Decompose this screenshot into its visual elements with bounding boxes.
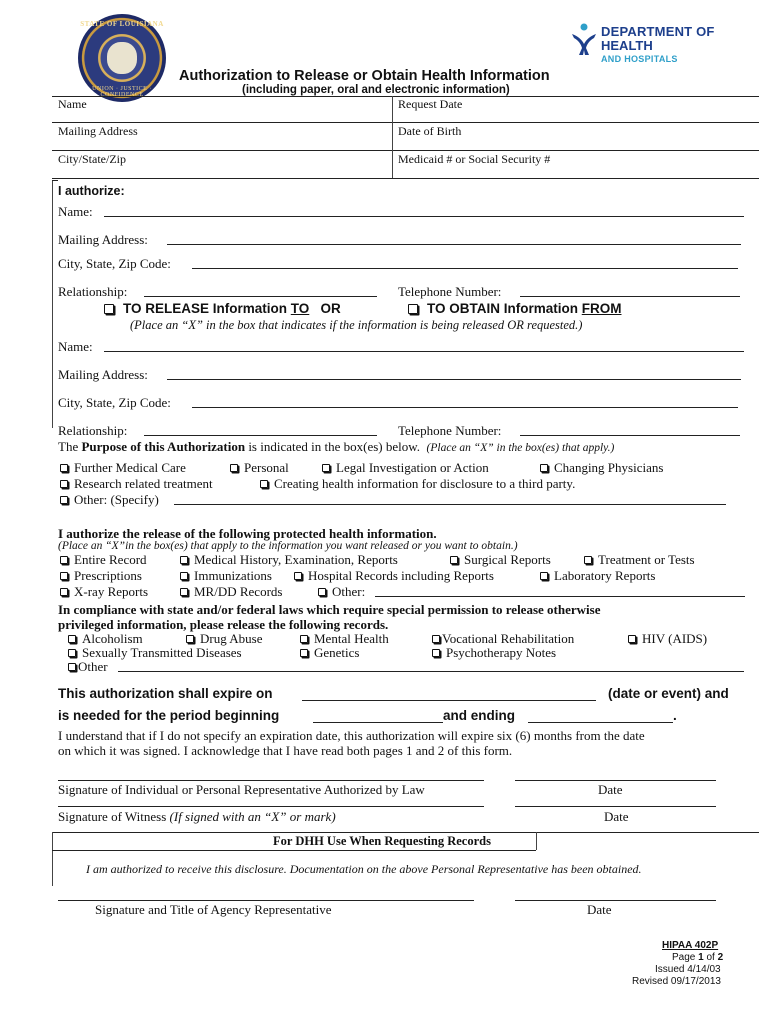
expire-label: This authorization shall expire on [58, 686, 273, 701]
party1-name-input[interactable] [104, 216, 744, 217]
witness-date-line[interactable] [515, 806, 716, 807]
dob-field[interactable]: Date of Birth [398, 124, 462, 138]
party2-mailing-input[interactable] [167, 379, 741, 380]
authorize-section-border [52, 180, 53, 428]
party2-relationship-input[interactable] [144, 435, 377, 436]
checkbox[interactable] [294, 572, 302, 580]
purpose-legal[interactable]: Legal Investigation or Action [322, 460, 489, 476]
purpose-further-care[interactable]: Further Medical Care [60, 460, 186, 476]
checkbox[interactable] [628, 635, 636, 643]
party1-mailing-label: Mailing Address: [58, 232, 148, 247]
checkbox[interactable] [180, 572, 188, 580]
page-subtitle: (including paper, oral and electronic information) [242, 84, 510, 96]
period-end-period: . [673, 708, 677, 723]
logo-line-1: DEPARTMENT OF [601, 24, 715, 39]
obtain-checkbox[interactable] [408, 304, 418, 314]
signature-line[interactable] [58, 780, 484, 781]
phi-other-input[interactable] [375, 596, 745, 597]
period-end-input[interactable] [528, 722, 673, 723]
mailing-address-field[interactable]: Mailing Address [58, 124, 138, 138]
understand-line-1: I understand that if I do not specify an expiration date, this authorization will expire six (6) months from the date [58, 728, 645, 743]
phi-mrdd-records[interactable]: MR/DD Records [180, 584, 282, 600]
phi-immunizations[interactable]: Immunizations [180, 568, 272, 584]
checkbox[interactable] [60, 572, 68, 580]
page-title: Authorization to Release or Obtain Health Information [179, 68, 550, 84]
purpose-lead: The Purpose of this Authorization is indicated in the box(es) below. (Place an “X” in the box(es) that apply.) [58, 439, 615, 454]
agency-date-line[interactable] [515, 900, 716, 901]
special-vocational-rehab[interactable]: Vocational Rehabilitation [432, 631, 574, 647]
pelican-emblem-icon [107, 42, 137, 74]
special-psychotherapy[interactable]: Psychotherapy Notes [432, 645, 556, 661]
checkbox[interactable] [60, 464, 68, 472]
expire-post-label: (date or event) and [608, 686, 729, 701]
understand-line-2: on which it was signed. I acknowledge that I have read both pages 1 and 2 of this form. [58, 743, 513, 758]
authorize-section-border [52, 180, 58, 181]
seal-top-text: STATE OF LOUISIANA [80, 20, 164, 28]
expire-date-input[interactable] [302, 700, 596, 701]
checkbox[interactable] [68, 649, 76, 657]
special-hiv[interactable]: HIV (AIDS) [628, 631, 707, 647]
phi-medical-history[interactable]: Medical History, Examination, Reports [180, 552, 398, 568]
party1-telephone-input[interactable] [520, 296, 740, 297]
phi-prescriptions[interactable]: Prescriptions [60, 568, 142, 584]
party2-name-input[interactable] [104, 351, 744, 352]
checkbox[interactable] [540, 572, 548, 580]
party1-relationship-label: Relationship: [58, 284, 128, 299]
special-line-1: In compliance with state and/or federal laws which require special permission to release otherwise [58, 602, 601, 617]
special-other-input[interactable] [118, 671, 744, 672]
checkbox[interactable] [300, 649, 308, 657]
purpose-changing-physicians[interactable]: Changing Physicians [540, 460, 663, 476]
party2-city-input[interactable] [192, 407, 738, 408]
phi-treatment-tests[interactable]: Treatment or Tests [584, 552, 695, 568]
checkbox[interactable] [322, 464, 330, 472]
party1-city-input[interactable] [192, 268, 738, 269]
period-begin-label: is needed for the period beginning [58, 708, 280, 723]
checkbox[interactable] [186, 635, 194, 643]
phi-hospital-records[interactable]: Hospital Records including Reports [294, 568, 494, 584]
checkbox[interactable] [230, 464, 238, 472]
special-mental-health[interactable]: Mental Health [300, 631, 389, 647]
special-line-2: privileged information, please release the following records. [58, 617, 389, 632]
phi-heading: I authorize the release of the following protected health information. [58, 526, 437, 541]
dhh-heading-underline [52, 850, 536, 851]
checkbox[interactable] [180, 588, 188, 596]
dhh-use-heading: For DHH Use When Requesting Records [273, 834, 491, 848]
checkbox[interactable] [318, 588, 326, 596]
checkbox[interactable] [432, 635, 440, 643]
header-row-divider [52, 150, 759, 151]
party1-name-label: Name: [58, 204, 93, 219]
header-table-bottom [52, 178, 759, 179]
party2-city-label: City, State, Zip Code: [58, 395, 171, 410]
authorize-heading: I authorize: [58, 184, 125, 198]
dhh-section-left [52, 832, 53, 886]
party1-city-label: City, State, Zip Code: [58, 256, 171, 271]
purpose-other-input[interactable] [174, 504, 726, 505]
header-row-divider [52, 122, 759, 123]
checkbox[interactable] [60, 588, 68, 596]
checkbox[interactable] [180, 556, 188, 564]
checkbox[interactable] [432, 649, 440, 657]
phi-xray-reports[interactable]: X-ray Reports [60, 584, 148, 600]
person-logo-icon [570, 22, 598, 56]
issued-date: Issued 4/14/03 [655, 964, 721, 975]
special-alcoholism[interactable]: Alcoholism [68, 631, 143, 647]
witness-signature-line[interactable] [58, 806, 484, 807]
purpose-research[interactable]: Research related treatment [60, 476, 213, 492]
logo-line-2: HEALTH [601, 38, 653, 53]
agency-signature-line[interactable] [58, 900, 474, 901]
special-other[interactable]: Other [68, 659, 108, 675]
phi-surgical-reports[interactable]: Surgical Reports [450, 552, 551, 568]
release-checkbox[interactable] [104, 304, 114, 314]
checkbox[interactable] [260, 480, 268, 488]
state-seal [78, 14, 166, 102]
purpose-personal[interactable]: Personal [230, 460, 289, 476]
logo-line-3: AND HOSPITALS [601, 54, 678, 64]
party2-telephone-label: Telephone Number: [398, 423, 502, 438]
party2-telephone-input[interactable] [520, 435, 740, 436]
checkbox[interactable] [68, 635, 76, 643]
agency-signature-label: Signature and Title of Agency Representative [95, 902, 332, 917]
phi-entire-record[interactable]: Entire Record [60, 552, 147, 568]
name-field[interactable]: Name [58, 97, 87, 111]
individual-signature-label: Signature of Individual or Personal Representative Authorized by Law [58, 782, 425, 797]
dhh-statement: I am authorized to receive this disclosure. Documentation on the above Personal Representative has been obtained. [86, 862, 642, 876]
signature-date-line[interactable] [515, 780, 716, 781]
form-number: HIPAA 402P [662, 940, 719, 951]
phi-instruction: (Place an “X”in the box(es) that apply to the information you want released or you want to obtain.) [58, 540, 518, 552]
party1-telephone-label: Telephone Number: [398, 284, 502, 299]
special-genetics[interactable]: Genetics [300, 645, 359, 661]
special-std[interactable]: Sexually Transmitted Diseases [68, 645, 242, 661]
checkbox[interactable] [68, 663, 76, 671]
agency-date-label: Date [587, 902, 612, 917]
witness-signature-label: Signature of Witness (If signed with an “X” or mark) [58, 809, 336, 824]
release-option[interactable]: TO RELEASE Information TO OR [104, 301, 341, 316]
checkbox[interactable] [300, 635, 308, 643]
seal-motto: UNION · JUSTICE · CONFIDENCE [92, 86, 152, 98]
header-column-divider [392, 96, 393, 178]
release-obtain-instruction: (Place an “X” in the box that indicates if the information is being released OR requested.) [130, 318, 583, 332]
period-end-label: and ending [443, 708, 515, 723]
special-drug-abuse[interactable]: Drug Abuse [186, 631, 262, 647]
page-number: Page 1 of 2 [672, 952, 724, 963]
obtain-option[interactable]: TO OBTAIN Information FROM [408, 301, 622, 316]
checkbox[interactable] [60, 556, 68, 564]
city-state-zip-field[interactable]: City/State/Zip [58, 152, 126, 166]
phi-laboratory-reports[interactable]: Laboratory Reports [540, 568, 655, 584]
revised-date: Revised 09/17/2013 [632, 976, 721, 987]
phi-other[interactable]: Other: [318, 584, 365, 600]
checkbox[interactable] [60, 496, 68, 504]
checkbox[interactable] [450, 556, 458, 564]
dhh-heading-divider [536, 832, 537, 850]
purpose-other[interactable]: Other: (Specify) [60, 492, 159, 508]
checkbox[interactable] [584, 556, 592, 564]
checkbox[interactable] [540, 464, 548, 472]
medicaid-field[interactable]: Medicaid # or Social Security # [398, 152, 551, 166]
checkbox[interactable] [60, 480, 68, 488]
party1-mailing-input[interactable] [167, 244, 741, 245]
period-begin-input[interactable] [313, 722, 443, 723]
party2-mailing-label: Mailing Address: [58, 367, 148, 382]
individual-date-label: Date [598, 782, 623, 797]
witness-date-label: Date [604, 809, 629, 824]
purpose-creating-info[interactable]: Creating health information for disclosure to a third party. [260, 476, 575, 492]
request-date-field[interactable]: Request Date [398, 97, 463, 111]
party2-name-label: Name: [58, 339, 93, 354]
party1-relationship-input[interactable] [144, 296, 377, 297]
party2-relationship-label: Relationship: [58, 423, 128, 438]
dhh-section-top [52, 832, 759, 833]
dhh-logo [570, 20, 730, 68]
